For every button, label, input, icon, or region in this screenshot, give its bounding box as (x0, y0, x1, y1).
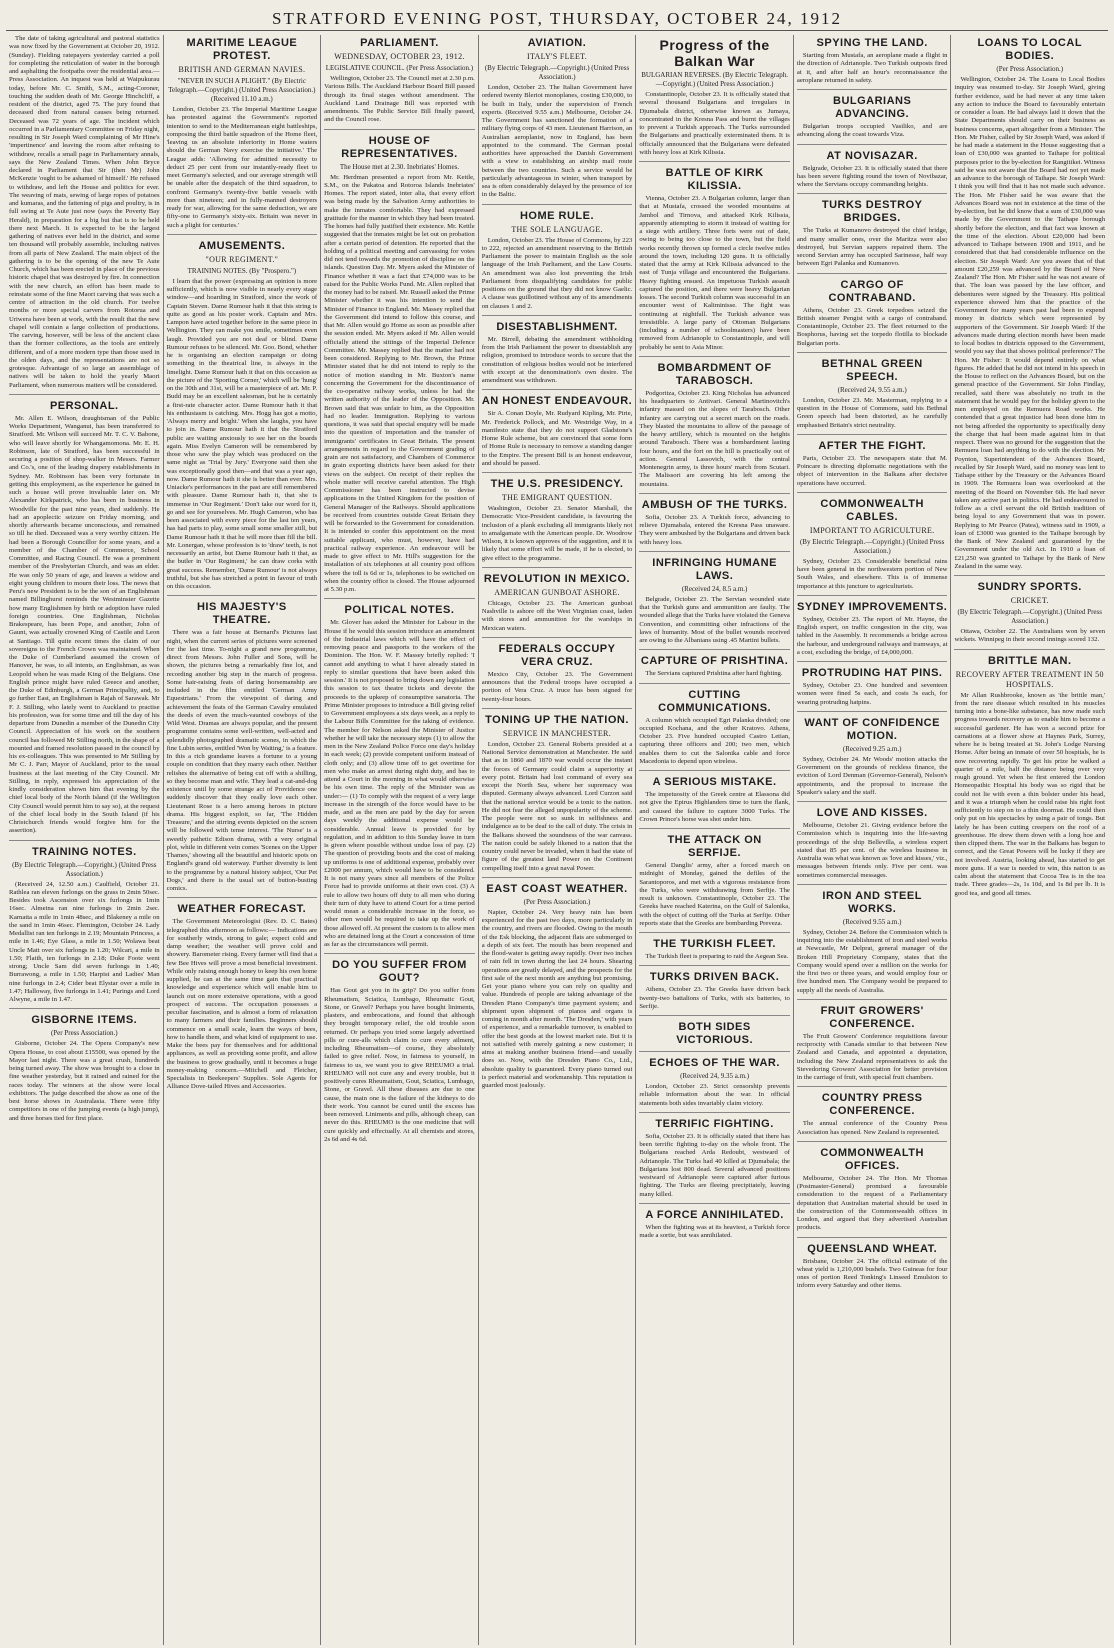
article-body: Sydney, October 23. Considerable beneficial rains have been general in the northwestern portion of New South Wales, and elsewhere. This is of immense importance at this juncture to agriculturists. (796, 557, 948, 590)
article-body: Mr. Herdman presented a report from Mr. Kettle, S.M., on the Pakatoa and Rotoroa Islands Inebriates' Homes. The report stated, inter alia, that every effort was being made by the Salvation Army authorities to make the inmates comfortable. They had expressed gratitude for the manner in which they had been treated. The homes had fully justified their existence. Mr. Kettle suggested that the inmates might be let out on probation after a certain period of detention. He reported that the holding of a political meeting and canvassing for votes did not tend towards the promotion of discipline on the islands. Question Day. Mr. Myers asked the Minister of Finance whether it was a fact that £74,000 was to be raised for the Public Works Fund. Mr. Allen replied that the money had to be raised. Mr. Russell asked the Prime Minister whether it was his intention to send the Minister of Finance to England. Mr. Massey replied that the Government did intend to follow this course, and that Mr. Allen would go Home as soon as possible after the session ended. Mr. Myers asked if Mr. Allen would officially attend the sittings of the Imperial Defence Committee. Mr. Massey replied that the matter had not been considered. Replying to Mr. Brown, the Prime Minister stated that he did not intend to reply to the notice of motion standing in Mr. Buxton's name concerning the Government for the discontinuance of the co-operative railway works, unless he had the written authority of the leader of the Opposition. Mr. Brown said that was unfair to him, as the Opposition had no leader. Immigration. Replying to various questions, it was said that special enquiry will be made into the question of importation and the transfer of immigrants' certificates in Great Britain. The present arrangements in regard to the Government grading of grain are not satisfactory, and Chambers of Commerce in grain exporting districts have been asked for their views on the subject. On receipt of their replies the whole matter will receive careful attention. The High Commissioner has been instructed to devise applications in the United Kingdom for the position of General Manager of the Railways. Should applications be received from countries outside Great Britain they will be forwarded to the Government for consideration. It is intended to confer this appointment on the most suitable applicant, who must, however, have had practical railway experience. An endeavour will be made to give effect to Mr. Hill's suggestion for the installation of six telephones at all country post offices where the toll is 6d or 1s, telephones to be switched on when the country office is closed. The House adjourned at 5.30 p.m. (324, 173, 475, 593)
article-headline: HIS MAJESTY'S THEATRE. (196, 601, 287, 627)
article-body: The Turks at Kumanovo destroyed the chief bridge, and many smaller ones, over the Maritza were also destroyed, but Servian sappers repaired them. The second Servian army has occupied Sarinesse, half way between Egri Palanka and Kumanovo. (796, 227, 948, 268)
column-5 (636, 35, 794, 1645)
article (797, 661, 948, 707)
article-body: Belgrade, October 23. It is officially stated that there has been severe fighting round the town of Novibazar, where the Servians occupy commanding heights. (796, 164, 948, 188)
article (324, 598, 475, 949)
article (639, 37, 790, 157)
article (9, 35, 160, 390)
article-dateline: TRAINING NOTES. (By "Prospero.") (187, 266, 297, 275)
column-2 (164, 35, 322, 1645)
article-dateline: (By Electric Telegraph.—Copyright.) (United Press Association.) (12, 860, 157, 878)
article-headline: THE TURKISH FLEET. (653, 938, 776, 950)
article-dateline: BULGARIAN REVERSES. (By Electric Telegraph.—Copyright.) (United Press Association.) (641, 71, 788, 88)
masthead: STRATFORD EVENING POST, THURSDAY, OCTOBER 24, 1912 (6, 8, 1108, 31)
article-body: London, October 23. General Roberts presided at a National Service demonstration at Manchester. He said that as in 1860 and 1870 war would occur the instant the forces of Germany could claim a superiority at every point. Britain had lost command of every sea except the North Sea, where her supremacy was disputed. Germany always advanced. Lord Curzon said that the national service would be a tonic to the nation. He did not fear the alleged unpopularity of the scheme. The people were not so sunk in selfishness and indulgence as to be deaf to the call of duty. The crisis in the Balkans showed the soundness of the war canvass. The nation could be safely likened to a nation that the country could never be invaded, when it had the state of figure of the greatest land Power on the Continent compelling itself into a great naval Power. (481, 740, 633, 872)
article-headline: AMBUSH OF THE TURKS. (641, 498, 788, 511)
article-headline: COMMONWEALTH OFFICES. (820, 1146, 924, 1172)
article-body: Sydney, October 23. One hundred and seventeen women were fined 5s each, and costs 3s each, for wearing protruding hatpins. (796, 682, 948, 706)
article-headline: SUNDRY SPORTS. (977, 581, 1082, 593)
article-headline: SYDNEY IMPROVEMENTS. (796, 600, 948, 613)
article-headline: CUTTING COMMUNICATIONS. (658, 688, 772, 714)
article (639, 770, 790, 824)
article-dateline: (Received 9.55 a.m.) (842, 917, 902, 926)
article-headline: BRITTLE MAN. (987, 654, 1072, 667)
article-headline: INFRINGING HUMANE LAWS. (652, 556, 777, 582)
article-dateline: "NEVER IN SUCH A PLIGHT." (By Electric Telegraph.—Copyright.) (United Press Association.) (Received 11.10 a.m.) (168, 77, 316, 103)
article-body: A column which occupied Egri Palanka divided; one occupied Kochana, and the other Kratovo. Athens, October 23. Five hundred occupied Castro Letian, capturing three officers and 200; two men, which enables them to cut the Salonika cable and force Macedonia to depend upon wireless. (639, 716, 790, 765)
article-body: General Danglis' army, after a forced march on midnight of Monday, gained the defiles of the Sarantoporos, and met with a vigorous resistance from the Turks, who were withdrawing from Serfije. The result is unknown. Constantinople, October 23. The Greeks have reached Katerina, on the Gulf of Salonika, with the object of cutting off the Turks at Serfije. Other reports state that the Greeks are bombarding Preveza. (639, 862, 790, 927)
article-subheading: IMPORTANT TO AGRICULTURE. (809, 525, 935, 535)
article-headline: LOANS TO LOCAL BODIES. (977, 37, 1083, 62)
article-body: Athens, October 23. The Greeks have driven back twenty-two battalions of Turks, with six batteries, to Serfije. (639, 986, 790, 1010)
article-body: Bulgarian troops occupied Vasiliko, and are advancing along the coast towards Viza. (796, 123, 948, 139)
article-headline: TRAINING NOTES. (31, 845, 137, 858)
article-headline: ECHOES OF THE WAR. (649, 1057, 780, 1069)
article (797, 1141, 948, 1233)
article-body: London, October 23. The House of Commons, by 223 to 222, rejected an amendment reserving to the British Parliament the power to maintain English as the sole language of the Irish Parliament, and the Law Courts. An amendment was also lost preventing the Irish Parliament from disqualifying candidates for public positions on the ground that they did not know Gaelic. A clause was guillotined without any of its amendments on clauses 1 and 2. (481, 236, 633, 310)
article-body: The Fruit Growers' Conference requisitions favour reciprocity with Canada similar to that between New Zealand and Canada, and appointed a deputation, including the New Zealand representatives to ask the Stevedoring Growers' Association for better provision in the carriage of fruit, with special fruit chambers. (796, 1032, 948, 1081)
article-headline: CARGO OF CONTRABAND. (828, 278, 916, 304)
article-subheading: "OUR REGIMENT." (205, 254, 279, 264)
article (797, 37, 948, 85)
article-headline: BETHNAL GREEN SPEECH. (821, 357, 923, 383)
article-headline: CAPTURE OF PRISHTINA. (640, 655, 789, 668)
column-container (6, 35, 1108, 1645)
article (639, 1051, 790, 1108)
article-body: Mexico City, October 23. The Government announces that the Federal troops have occupied a portion of Vera Cruz. A truce has been signed for twenty-four hours. (481, 670, 633, 703)
article-body: London, October 23. The Imperial Maritime League has protested against the Government's reported intention to send to the Mediterranean eight battleships, composing the third battle squadron of the Home fleet, 'leaving us an absolute inferiority in Home waters should the German Navy exercise the initiative.' The League adds: 'Allowing for admitted necessity to deduct 25 per cent from our instantly-ready fleet to meet Germany's selected, and our average strength will be unable after the despatch of the third squadron, to confront Germany's twenty-five battle vessels with more than nineteen; and in fully-manned destroyers ready for war, allowing for the same deduction, we are fifty-one to Germany's sixty-six. Britain was never in such a plight for centuries.' (166, 106, 318, 229)
article-headline: REVOLUTION IN MEXICO. (483, 572, 631, 585)
article (167, 37, 318, 230)
article-body: Mr Allan Rushbrooke, known as 'the brittle man,' from the rare disease which resulted in his muscles turning into a bone-like substance, has now made such progress towards recovery as to enable him to become a successful gardener. He has won a second prize for carnations at a flower show at Haynes Park, Surrey, where he is being treated at St. John's Lodge Nursing Home. After being an inmate of over 50 hospitals, he is now recovering rapidly. To get his prize he walked a quarter of a mile, half the distance being over very rough ground. Yet when he first entered the London Homeopathic Hospital his body was so rigid that he could not lie with even a thin bolster under his head, and it was a triumph when he could raise his right foot sufficiently to step on to a thin doormat. He could then only put on his spectacles by using a pair of tongs. But lately he has been cutting creepers on the roof of a greenhouse. He drew them down with a long hoe and then clipped them. The war in the Balkans has begun to correct, and the Great Powers will be lucky if they are not involved. Austria, looking ahead, has started to get more guns. If a war is needed to win, this nation is as calm about the statement that Cocoa Tea is in the tea trade. Three grades—2s, 1s 10d, and 1s 8d per lb. It is good tea, and good all times. (954, 691, 1106, 897)
article-headline: PROTRUDING HAT PINS. (801, 667, 943, 679)
article (954, 37, 1105, 571)
article-body: Sir A. Conan Doyle, Mr. Rudyard Kipling, Mr. Pirie, Mr. Frederick Pollock, and Mr. Westridge Way, in a manifesto state that they do not support Gladstone's Home Rule scheme, but are convinced that some form of Home Rule is necessary to remove a standing danger to the Empire. The present Bill is an honest endeavour, and should be passed. (481, 410, 633, 467)
article (797, 352, 948, 430)
article (797, 144, 948, 190)
article-headline: LOVE AND KISSES. (816, 807, 928, 819)
article-dateline: LEGISLATIVE COUNCIL. (Per Press Association.) (325, 64, 474, 72)
article (639, 1112, 790, 1199)
article-headline: MARITIME LEAGUE PROTEST. (186, 37, 298, 62)
article-dateline: (By Electric Telegraph.—Copyright.) (United Press Association.) (799, 537, 945, 555)
article-subheading: THE EMIGRANT QUESTION. (501, 493, 613, 502)
article-headline: HOME RULE. (519, 209, 595, 222)
article-subheading: WEDNESDAY, OCTOBER 23, 1912. (334, 52, 465, 61)
article-headline: BOTH SIDES VICTORIOUS. (676, 1021, 753, 1046)
article (482, 708, 633, 873)
column-6 (794, 35, 952, 1645)
article (797, 999, 948, 1083)
article-body: Belgrade, October 23. The Servian wounded state that the Turkish guns and ammunition are faulty. The wounded allege that the Turks have violated the Geneva Convention, and committing other infractions of the laws of humanity. Most of the bullet wounds received are owing to the Albanians using .45 Martini bullets. (639, 595, 790, 644)
article-headline: EAST COAST WEATHER. (486, 882, 628, 895)
article-body: The Turkish fleet is preparing to raid the Aegean Sea. (645, 953, 789, 960)
article-body: Sofia, October 23. It is officially stated that there has been terrific fighting to-day on the whole front. The Bulgarians reached Arda Redoubt, westward of Adrianople. The Turks had 40 killed at Djumabala; the Bulgarians lost 800 dead. Several advanced positions westward of Adrianople were captured after furious fighting. The Turks are fleeing precipitately, leaving many killed. (639, 1132, 790, 1198)
article (167, 595, 318, 893)
article-body: Melbourne, October 24. The Hon. Mr Thomas (Postmaster-General) promised a favourable consideration to the request of a Parliamentary deputation that Australian material should be used in the construction of the Commonwealth offices in London, and argued that they advertised Australian products. (796, 1174, 948, 1232)
article-headline: TONING UP THE NATION. (485, 713, 629, 726)
article-body: Athens, October 23. Greek torpedoes seized the British steamer Pengist with a cargo of contraband. Constantinople, October 23. The fleet returned to the Bosphorus, having set the torpedo flotilla to blockade Bulgarian ports. (796, 306, 948, 347)
article-headline: PERSONAL. (49, 399, 119, 412)
article (482, 204, 633, 311)
article-body: The Servians captured Prishtina after hard fighting. (645, 670, 783, 678)
article (482, 389, 633, 468)
article-headline: BOMBARDMENT OF TARABOSCH. (657, 361, 772, 387)
article (639, 932, 790, 961)
article-body: The impetuosity of the Greek centre at Elassona did not give the Epirus Highlanders time to turn the flank, and caused the failure to capture 3000 Turks. The Crown Prince's horse was shot under him. (639, 791, 790, 823)
article-headline: HOUSE OF REPRESENTATIVES. (341, 134, 458, 160)
article (9, 1008, 160, 1123)
column-3 (321, 35, 479, 1645)
article (482, 37, 633, 200)
article-dateline: (By Electric Telegraph.—Copyright.) (United Press Association.) (484, 64, 630, 81)
article-dateline: (Received 24, 8.5 a.m.) (681, 584, 748, 593)
article-subheading: SERVICE IN MANCHESTER. (503, 728, 611, 738)
article (797, 492, 948, 591)
article (639, 1203, 790, 1241)
article-body: The annual conference of the Country Press Association has opened. New Zealand is represented. (796, 1120, 948, 1136)
article (482, 472, 633, 563)
article (639, 356, 790, 489)
article-dateline: (Received 24, 9.35 a.m.) (680, 1072, 750, 1080)
article-body: Wellington, October 24. The Loans to Local Bodies inquiry was resumed to-day. Sir Joseph Ward, giving further evidence, said he had never at any time taken any action to induce the Board to favourably entertain or consider a loan. He had always laid it down that the State Departments should carry on their business as business concerns, apart altogether from a Minister. The Hon. Mr Fisher, called by Sir Joseph Ward, was asked if he had made a statement in the House suggesting that a loan of £30,000 was granted to Taihape for political purposes prior to the by-election for Rangitikei. Witness said he was not aware that the Board had not yet made an advance to the borough of Taihape. Sir Joseph Ward: I think you will find that it has not made such advance. The Hon. Mr Fisher said he was aware that the Advances Board was not in existence at the time of the by-election, but he did know that a sum of £30,000 was made by the Government to the Taihape borough shortly before the election, and that fact was known at the time of the election. About £20,000 had been advanced to Taihape between 1908 and 1911, and he considered that that had considerable influence on the election. Sir Joseph Ward: Are you aware that of that amount £20,259 was advanced by the Board of New Zealand? The Hon. Mr Fisher said he was not aware of that. The loan was passed by the law officer, and debentures were signed by the Treasury. His political experience showed him that the practice of the Government for many years past had been to expend money in districts which were represented by supporters of the Government. Sir Joseph Ward: If the advances made during election month have been made to local bodies in districts opposed to the Government, would you say that that shows political preference? The Hon. Mr Fisher: It would depend entirely on what figures. He added that he did not intend in his speech in the House to reflect on the Advances Board, but on the general practice of the Government. Sir John Findlay, recalled, said there was absolutely no truth in the statement that he would pay for the holiday given to the men employed on the Remuera Road works. He contended that a great injustice had been done him in not being afforded the opportunity to specifically deny the charge that had been made against him in that respect. There was no ground for the suggestion that the Remuera loan had anything to do with the election. Mr Poynton, Superintendent of the Advances Board, recalled by Sir Joseph Ward, said no money was lent to Taihape either by the Treasury or the Advances Board in 1909. The Remuera loan was overlooked at the meeting of the Board on November 6th. He had never taken any active part in politics. He had endeavoured to follow as a civil servant the old British tradition of being loyal to any Government that was in power. Replying to Mr Pearce (Patea), witness said in 1909, a loan of £3000 was granted to the Taihape borough by the Bank of New Zealand and guaranteed by the Government under the old Act. In 1910 a loan of £21,250 was granted to Taihape by the Bank of New Zealand in the same way. (954, 76, 1106, 570)
article-headline: AVIATION. (527, 37, 587, 49)
article-headline: A SERIOUS MISTAKE. (652, 776, 777, 788)
article (954, 649, 1105, 898)
article-dateline: (Per Press Association.) (50, 1029, 118, 1038)
article-subheading: BRITISH AND GERMAN NAVIES. (178, 65, 306, 74)
article (482, 567, 633, 633)
article-body: I learn that the power (expressing an opinion is more sufficiently, which is now visible in nearly every stage window—and hoarding in Stratford, since the work of Captain Steven. Dame Rumour hath it that this string is quite as good as his poster work. Captain and Mrs. Lampon have acted together before in the same piece in Wellington. They can make you smile, sometimes even laugh. Provided you are not deaf or blind. Dame Rumour refuses to be silenced. Mr. Goo. Bond, whether he is organising an election campaign or doing something in the theatrical line, is always in the limelight. Dame Rumour hath it that on this occasion as the picture of the 'Sporting Corner,' which will be 'hung' on the 30th and 31st, will be a masterpiece of art. Mr. P. Budd may be an excellent salesman, but he is certainly a first-rate character actor. Dame Rumour hath it that his enthusiasm is catching. Mrs. Hogg has got a motto, 'Always merry and bright.' When she laughs, you have to join in. Dame Rumour hath it that the Stratford public are waiting anxiously to see her on the boards again. Miss Evelyn Cameron will be remembered by those who saw the play which was produced on the same night as 'Trial by Jury.' Everyone said then she was exceptionally good then—and that was a year ago, now. Dame Rumour hath it she is better than ever. Mrs. Uniacke's performances in the past are still remembered with pleasure. Dame Rumour hath it, that she is immense in 'Our Regiment.' Don't take our word for it, go and see for yourselves. Mr. Hugh Cameron, who has been associated with every piece for the last ten years, has had parts to play, some small some smaller still, but Dame Rumour hath it that he will more than fill the bill. Mr. Lonergan, whose profession is to 'draw' teeth, is not necessarily an artist, but Dame Rumour hath it that, as the butler in 'Our Regiment,' he can draw corks with great success. Remember, 'Dame Rumour' is not always truthful, but she has stretched a point in favour of truth on this occasion. (166, 277, 318, 590)
article (797, 884, 948, 995)
article-body: When the fighting was at its heaviest, a Turkish force made a sortie, but was annihilated. (639, 1223, 790, 1239)
article-subheading: THE SOLE LANGUAGE. (511, 224, 603, 234)
article-body: Sydney, October 23. The report of Mr. Hayne, the English expert, on traffic congestion in the city, was tabled in the Assembly. It recommends a bridge across the harbour, and underground railways and tramways, at a cost, excluding the bridge, of £4,000,000. (796, 615, 948, 656)
article-headline: TURKS DESTROY BRIDGES. (821, 199, 923, 225)
article-body: There was a fair house at Bernard's Pictures last night, when the current series of pictures were screened for the last time. To-night a grand new programme, direct from Messrs. John Fuller and Sons, will be shown, the pictures being a remarkably fine lot, and recording another big step in the march of progress. Some hair-raising feats of daring horsemanship are included in the film entitled 'German Army Equestrians.' From the viewpoint of daring and achievement the feats of the German Cavalry emulated the deeds of even the much-vaunted cowboys of the Wild West. Dramas are always popular, and the present programme contains some well-written, well-acted and splendidly photographed dramatic scenes, in which the fine Lubin series, entitled 'Won by Waiting,' is a feature. In this a rich grandame leaves a fortune to a young couple on condition that they marry each other. Neither relishes the alternative of being cut off with a shilling, so they become man and wife. They lead a cat-and-dog existence until by some strange act of Providence one suddenly discover that they really love each other. Lieutenant Rose is a hero among heroes in picture drama. His biggest exploit, so far, 'The Hidden Treasure,' and the stirring events depicted on the screen will be followed with tense interest. 'The Nurse' is a sweetly pathetic Edison drama, with a very original plot, while in different vein comes 'Scenes on the Upper Thames,' showing all the beautiful and historic spots on England's grand old waterway. Further diversity is lent to the programme by a natural history subject, 'Our Pet Dogs,' and there is the usual set of button-busting comics. (166, 629, 318, 892)
article-headline: THE ATTACK ON SERFIJE. (667, 834, 762, 859)
article (9, 840, 160, 1005)
article-headline: IRON AND STEEL WORKS. (822, 889, 922, 915)
article (797, 193, 948, 268)
article (797, 1086, 948, 1137)
article-headline: PARLIAMENT. (360, 37, 439, 49)
article-body: Constantinople, October 23. It is officially stated that several thousand Bulgarians and irregulars in Djumabala district, otherwise known as Jumaya, concentrated in the Kresna Pass and burnt the villages to prevent a Turkish approach. The Turks surrounded the Bulgarians and practically exterminated them. It is officially announced that the Bulgarians were defeated with heavy loss at Kirk Kilissia. (639, 91, 790, 156)
article-headline: BATTLE OF KIRK KILISSIA. (665, 167, 764, 192)
article-headline: WANT OF CONFIDENCE MOTION. (804, 716, 940, 742)
article-headline: AN HONEST ENDEAVOUR. (481, 395, 633, 408)
article (639, 551, 790, 646)
article-body: Mr. Glover has asked the Minister for Labour in the House if he would this session introduce an amendment of the Industrial laws which will have the effect of removing peace and passports to the workers of the Dominion. The Hon. W. F. Massey briefly replied: 'I cannot add anything to what I have already stated in reply to similar questions that have been asked this session.' It is not proposed to bring down any legislation this session to tax theatre tickets and devote the proceeds to the upkeep of consumptive sanatoria. The Prime Minister proposes to introduce a Bill giving relief to Government employees a six days week, as a reply to the Labour Bills Committee for the taking of evidence. The member for Nelson asked the Minister of Justice whether he will take the necessary steps (1) to allow the men in the New Zealand Police Force one day's holiday in each week; (2) provide competent uniform instead of cloth only; and (3) allow time off to get overtime for men who make an arrest during night duty, and has to attend a Court in the morning in what would otherwise be his own time. The reply of the Minister was as under:— (1) To comply with the request of a very large increase in the strength of the force would have to be made, and as the men are paid by the day for seven days weekly the additional expense would be considerable. Annual leave is provided for by regulation, and in addition to this Sunday leave in turn is given where possible without undue loss of pay. (2) The question of providing boots and the cost of making up uniforms is one of additional expense, probably over £2000 per annum, which would have to be considered. It is not many years since all members of the Police Force had to provide uniforms at their own cost. (3) A rule to allow two hours off duty to all men who during their turn of duty have to attend Court for a time period would mean a considerable increase in the force, so other men would be required to take up the work of those allowed off. At present the custom is to allow men who are detained long at the Court a concession of time as far as the circumstances will permit. (324, 619, 475, 948)
article (639, 161, 790, 352)
article-dateline: (Per Press Association.) (996, 65, 1064, 73)
article-body: London, October 23. Mr. Masterman, replying to a question in the House of Commons, said his Bethnal Green speech had been distorted, as he carefully emphasised Britain's strict neutrality. (796, 396, 948, 429)
article (797, 89, 948, 140)
article-subheading: RECOVERY AFTER TREATMENT IN 50 HOSPITALS. (955, 669, 1104, 689)
article-body: (Received 24, 12.50 a.m.) Caulfield, October 21. Rathlea ran eleven furlongs on the grass in 2min 50sec. Besides took Ascension over six furlongs in 1min 16sec. Almeina ran nine furlongs in 2min 2sec. Karnatta a mile in 1min 48sec, and Blakeney a mile on the sand in 1min 46sec. Flemington, October 24. Lady Medallist ran ten furlongs in 2.19; Mountain Princess, a mile in 1.46; Eye Glass, a mile in 1.50; Wolawa beat Uncle Matt over six furlongs in 1.20; Wilcari, a mile in 1.50; Flaith, ten furlongs in 2.18; Duke Foote went strong; Uncle Sam did seven furlongs in 1.40; Burrawong, a mile in 1.50; Harpist and Ladies' Man nine furlongs in 2.4; Cider beat Elystar over a mile in 1.47; Halloway, five furlongs in 1.41; Purings and Lord Alwyne, a mile in 1.47. (9, 880, 160, 1003)
column-1 (6, 35, 164, 1645)
article-body: Paris, October 23. The newspapers state that M. Poincare is directing diplomatic negotiations with the object of intervention in the Balkans after decisive operations have occurred. (796, 454, 948, 487)
article-body: Sydney, October 24. Before the Commission which is inquiring into the establishment of iron and steel works at Newcastle, Mr Delprat, general manager of the Broken Hill Proprietary Company, states that the Company would spend over a million on the works for the first two or three years, and would employ four or five hundred men. The Company would be prepared to supply all the needs of Australia. (796, 928, 948, 994)
article-body: Washington, October 23. Senator Marshall, the Democratic Vice-President candidate, is favouring the inclusion of a plank excluding all immigrants likely not to amalgamate with the American people. Dr. Woodrow Wilson, it is known approves of the suggestion, and it is likely that some effort will be made, if he is elected, to give effect to the programme. (481, 505, 633, 562)
article-headline: COUNTRY PRESS CONFERENCE. (821, 1092, 923, 1118)
article-headline: AMUSEMENTS. (198, 239, 286, 252)
article (797, 434, 948, 488)
article-body: Chicago, October 23. The American gunboat Nashville is ashore off the West Virginian coast, laden with stores and ammunition for the warships in Mexican waters. (481, 599, 633, 632)
article (639, 965, 790, 1011)
article (324, 953, 475, 1144)
article-body: Starting from Mustafa, an aeroplane made a flight in the direction of Adrianople. Two Turkish outposts fired at it, and after half an hour's reconnaissance the aeroplane returned in safety. (796, 52, 948, 84)
article-headline: WEATHER FORECAST. (177, 903, 307, 916)
article-body: Gisborne, October 24. The Opera Company's new Opera House, to cost about £15500, was opened by the Mayor last night. There was a great crush, hundreds being turned away. The show was brought to a close in fine weather yesterday, but it rained and rained for the races today. The winners at the show were local exhibitors. The judge described the show as one of the best horse shows in Australasia. There were fifty competitors in one of the jumping events (a high jump), and three horses tied for first place. (9, 1040, 160, 1122)
article-dateline: (Per Press Association.) (523, 897, 591, 906)
article-body: Vienna, October 23. A Bulgarian column, larger than that at Mustafa, crossed the wooded mountains at Jambol and Tirnova, and attacked Kirk Kilissia, apparently attempting to storm it instead of waiting for a siege with artillery. Three forts were out of date, owing to being too close to the town, but the field works recently thrown up formed a circle twelve miles around the town, including 120 guns. It is officially stated that the army at Kirk Kilissia advanced to the east of Tunja village and encountered the Bulgarians. Heavy fighting ensued. An impetuous Turkish assault captured the position, and there were heavy Bulgarian losses. The second Turkish column was successful in an encounter west of Kaliminisse. The fight was continuing at nightfall. The Turkish advance was irresistible. A large party of Ottoman Bulgarians (including a number of schoolmasters) have been removed from Adrianople to Constantinople, and will probably be sent to Asia Minor. (639, 195, 790, 351)
article-body: Melbourne, October 21. Giving evidence before the Commission which is inquiring into the life-saving proceedings of the ship Bellevilla, a wireless expert stated that 85 per cent. of the wireless business in Australia was what was known as 'love and kisses,' viz., messages between friends only. Five per cent. was sometimes commercial messages. (796, 822, 948, 879)
article-body: Mr. Allen E. Wilson, draughtsman of the Public Works Department, Wanganui, has been transferred to Stratford. Mr. Wilson will succeed Mr. T. C. V. Babone, who will leave shortly for Whangamomona. Mr. E. H. Robinson, late of Stratford, has been successful in securing a position of shop-walker in Messrs. Farmer and Co.'s, one of the leading drapery establishments in Sydney. Mr. Robinson has been very fortunate in getting this employment, as the experience he gained in such a house will prove invaluable later on. Mr Alexander Kirkpatrick, who has been in business in Woodville for the past nine years, died suddenly. He had an apoplectic seizure on Friday morning, and shortly afterwards became unconscious, and remained so till he died. Deceased was a very worthy citizen. He had been a Borough Councillor for some years, and a member of the Chamber of Commerce, School Committee, and Racing Council. He was a prominent member of the Presbyterian Church, and was an elder. He was only 50 years of age, and leaves a widow and eight young children to mourn their loss. The news that Peru's new President is to be the son of an Englishman named Billinghurst reminds the Westminster Gazette how many Englishmen by birth or adoption have ruled foreign countries. One Englishman, Nicholas Brakespeare, has been Pope, and another, John of Gaunt, was actually crowned King of Castile and Leon at Santiago. Till quite recent times the claim of our sovereigns to the French Crown was maintained. When the Duke of Cumberland assumed the crown of Hanover, he was, to all intents, an Englishman, as was Leopold when he was made King of the Belgians. One English prince might have ruled Greece and another, the Duke of Edinburgh, a German Principality, and, to go further East, an Englishman is Rajah of Sarawak. Mr F. J. Stilling, who lately went to Auckland to practise his profession, was for some time and till the day of his departure from Dunedin a member of the Dunedin City Council. Appreciation of his work on the southern council has followed Mr Stilling north, in the shape of a mounted and framed resolution passed in the council by his ex-colleagues. This was presented to Mr Stilling by Mr C. J. Parr, Mayor of Auckland, prior to the usual business at the last meeting of the City Council. Mr Stilling, in reply, expressed his appreciation of the kindly consideration shown him that evening by the chief local body of the North Island (if the Wellington City Council would permit him to say so), at the request of the chief local body in the South Island (if his Christchurch friends would forgive him for the assertion). (9, 414, 160, 835)
article-headline: COMMONWEALTH CABLES. (820, 497, 924, 523)
article-headline: A FORCE ANNIHILATED. (645, 1208, 784, 1221)
article (482, 637, 633, 704)
article (797, 273, 948, 348)
article (324, 37, 475, 125)
article (797, 801, 948, 880)
column-4 (479, 35, 637, 1645)
article-dateline: The House met at 2.30. Inebriates' Homes. (339, 162, 460, 171)
article-dateline: (Received 9.25 a.m.) (842, 744, 902, 753)
article (639, 1015, 790, 1047)
article-body: Has Gout got you in its grip? Do you suffer from Rheumatism, Sciatica, Lumbago, Rheumatic Gout, Stone, or Gravel? Perhaps you have bought liniments, plasters, and embrocations, and found that although they brought temporary relief, the old trouble soon returned. Or perhaps you tried some largely advertised pills or cure-alls which claim to cure every ailment, including Rheumatism—of course, they absolutely failed to give relief. Now, in fairness to yourself, in fairness to us, we want you to give RHEUMO a trial. RHEUMO will not cure any and every trouble, but it positively cures Rheumatism, Gout, Sciatica, Lumbago, Stone, or Gravel. All these diseases are due to one cause, the main one is the failure of the kidneys to do their work. You cannot be cured until the excess has been removed. Liniments and pills, although cheap, can never do this. RHEUMO is the one medicine that will cure quickly and effectually. At all chemists and stores, 2s 6d and 4s 6d. (324, 987, 475, 1143)
article (797, 1237, 948, 1291)
article-headline: AT NOVISAZAR. (826, 149, 918, 162)
article-headline: FEDERALS OCCUPY VERA CRUZ. (498, 642, 616, 668)
article-body: Sofia, October 23. A Turkish force, advancing to relieve Djumabala, entered the Kresna Pass unaware. They were ambushed by the Bulgarians and driven back with heavy loss. (639, 513, 790, 546)
article-subheading: CRICKET. (1010, 596, 1049, 605)
article (639, 493, 790, 547)
article-body: Napier, October 24. Very heavy rain has been experienced for the past two days, more particularly in the country, and rivers are flooded. Owing to the mouth of the Esk blocking, the adjacent flats are submerged to a depth of six feet. The mouth has been reopened and the flood-water is getting away rapidly. Over two inches of rain fell in town during the last 24 hours. Shearing operations are greatly delayed, and the prospects for the first sale of the next month are anything but promising. Get your piano where you can rely on quality and value. Hundreds of people are taking advantage of the Dresden Piano Company's time payment system; and shipment upon shipment of pianos and organs is coming in month after month. 'The Dresden,' with years of experience, and a remarkable turnover, is enabled to offer the best goods at the lowest market rate. But it is not satisfied with merely gaining a new customer; it aims at making another business friend—and usually does so. Now, with the Dresden Piano Co., Ltd., absolute quality is guaranteed. Every piano turned out is perfect material and workmanship. This reputation is guarded most jealously. (481, 908, 633, 1089)
article-body: Sydney, October 24. Mr Woods' motion attacks the Government on the grounds of reckless finance, the eviction of Lord Denman (Governor-General), Nelson's appointments, and the proposal to increase the Speaker's salary and the staff. (796, 755, 948, 796)
article-headline: Progress of the Balkan War (659, 37, 770, 69)
article-headline: FRUIT GROWERS' CONFERENCE. (820, 1004, 924, 1030)
article-dateline: (By Electric Telegraph.—Copyright.) (United Press Association.) (957, 608, 1102, 625)
article (797, 711, 948, 797)
article-subheading: ITALY'S FLEET. (527, 52, 588, 61)
article-headline: SPYING THE LAND. (816, 37, 928, 49)
article-headline: POLITICAL NOTES. (344, 604, 455, 617)
article-body: The date of taking agricultural and pastoral statistics was now fixed by the Government at October 20, 1912. (Sunday). Fielding ratepayers yesterday carried a poll for completing the reticulation of water in the borough and asphalting the footpaths over the residential area.—Press Association. An inquest was held at Waipukurau today, before Mr. C. Smith, S.M., acting-Coroner, touching the sudden death of Mr. George Hinchcliff, a resident of the district, aged 75. The jury found that deceased died from natural causes being returned. Deceased was 72 years of age. The incident which occurred in a Parliamentary Committee on Friday night, resulting in Sir Joseph Ward complaining of Mr Hine's 'impertinence' and leaving the room after refusing to withdraw, recalls a small page in Parliamentary annals, says the New Zealand Times. When John Bryce declared in Parliament that Sir (then Mr) John McKenzie 'ought to be ashamed of himself.' He refused to withdraw, and left the House and politics for ever. The weaving of mats, sewing of large ropes of potatoes and kumaras, and the fattening of pigs and poultry, is in full swing at Te Aute just now (says the Poverty Bay Herald), in preparation for a big hui that is to be held there next March. It is expected to be the largest gathering of natives ever held in the district, and some ten thousand will probably assemble, including natives from all parts of New Zealand. The main object of the gathering is to be the opening of the new Te Aute Church, which has been erected in place of the previous historic chapel that was destroyed by fire. In connection with the new church, an effort has been made to reinstate some of the fine Maori carving that was such a centre of attraction in the old church. For twelve months or more special carvers from Rotorua and Uriwera have been at work, with the result that the new chapel will contain a large collection of productions. The carving, however, will be less of the ancient class than the former collections, as the tools are entirely different, and of a more modern type than those used in the olden days, and the representations are not so grotesque. Advantage of so large an assemblage of natives will be taken to hold the yearly Maori Parliament, when numerous matters will be considered. (9, 35, 160, 389)
article-headline: TERRIFIC FIGHTING. (655, 1117, 774, 1130)
article-body: London, October 23. The Italian Government have ordered twenty Bleriot monoplanes, costing £30,000, to be built in Italy, under the supervision of French experts. (Received 9.55 a.m.) Melbourne, October 24. The Government has sanctioned the formation of a military flying corps of 43 men. Lieutenant Harrison, an Australian aeroplanist, now in England, has been appointed to the command. The German postal authorities have approached the Danish Government with a view to establishing an airship mail route between the two countries. Such a service would be particularly advantageous in winter, when transport by sea is often considerably delayed by the presence of ice in the Baltic. (481, 84, 633, 199)
article-body: Podgoritza, October 23. King Nicholas has advanced his headquarters to Antivari. General Martinovitch's infantry massed on the slopes of Tarabosch. Other infantry are carrying out a secret march on the roads. They blasted the mountains to allow of the passage of the heavy artillery, which is mounted on the heights around Tarabosch. There was a bombardment lasting four hours, and the fort on the hill is practically out of action. General Lassovich, with the central Montenegrin army, is three hours' march from Scutari. The Malissori are covering his left among the mountains. (639, 389, 790, 488)
article (167, 234, 318, 592)
article (482, 315, 633, 386)
article-headline: GISBORNE ITEMS. (31, 1014, 138, 1027)
article-subheading: AMERICAN GUNBOAT ASHORE. (494, 587, 620, 597)
article-body: The Government Meteorologist (Rev. D. C. Bates) telegraphed this afternoon as follows:— Indications are for southerly winds, strong to gale; expect cold and damp weather; the weather will prove cold and showery. Barometer rising. Every farmer will find that a few Bee Hives will prove a most beneficial investment. While only raising enough honey to keep his own home supplied, he can at the same time gain that practical knowledge and experience which will enable him to launch out on more extensive operations, with a good prospect of success. The occupation possesses a peculiar fascination, and is almost a form of relaxation to many farmers and their families. Beginners should commence on a small scale, learn the ways of bees, how to handle them, and what kind of equipment to use. Make the bees pay for themselves and for additional appliances, as well as providing some profit, and allow the business to grow gradually, until it becomes a huge money-making concern.—Mitchell and Fletcher, Specialists in Beekeepers' Supplies. Sole Agents for Alliance Dove-tailed Hives and Accessories. (166, 918, 318, 1091)
article (324, 129, 475, 595)
article-body: Mr. Birrell, debating the amendment withholding from the Irish Parliament the power to disestablish any religion, promised to introduce words to secure that the constitution of religious bodies would not be interfered with except at the denomination's own desire. The amendment was withdrawn. (481, 335, 633, 384)
article-headline: DISESTABLISHMENT. (496, 320, 618, 333)
article-body: Ottawa, October 22. The Australians won by seven wickets. Winnipeg in their second innings scored 132. (954, 628, 1106, 644)
article (797, 595, 948, 657)
article (9, 394, 160, 836)
article-body: Wellington, October 23. The Council met at 2.30 p.m. Various Bills. The Auckland Harbour Board Bill passed through its final stages without amendment. The Auckland Land Drainage Bill was reported with amendments. The Public Service Bill finally passed, and the Council rose. (324, 75, 475, 124)
article-headline: DO YOU SUFFER FROM GOUT? (332, 959, 467, 985)
article-dateline: (Received 24, 9.55 a.m.) (837, 385, 907, 394)
article (639, 649, 790, 678)
article-headline: QUEENSLAND WHEAT. (807, 1242, 938, 1255)
article (954, 575, 1105, 645)
article (639, 828, 790, 928)
article (639, 683, 790, 767)
article (167, 897, 318, 1091)
article-body: Brisbane, October 24. The official estimate of the wheat yield is 1,210,000 bushels. Two Guineas for four ones of portion Reed Tonking's Linseed Emulsion to inform every Saturday and other items. (796, 1257, 948, 1290)
article-headline: AFTER THE FIGHT. (818, 439, 926, 452)
article-headline: THE U.S. PRESIDENCY. (490, 478, 624, 490)
article-body: London, October 23. Strict censorship prevents reliable information about the war. In official statements both sides invariably claim victory. (639, 1083, 790, 1107)
column-7 (951, 35, 1108, 1645)
article-headline: TURKS DRIVEN BACK. (649, 971, 780, 984)
article-headline: BULGARIANS ADVANCING. (833, 95, 912, 120)
article (482, 877, 633, 1091)
